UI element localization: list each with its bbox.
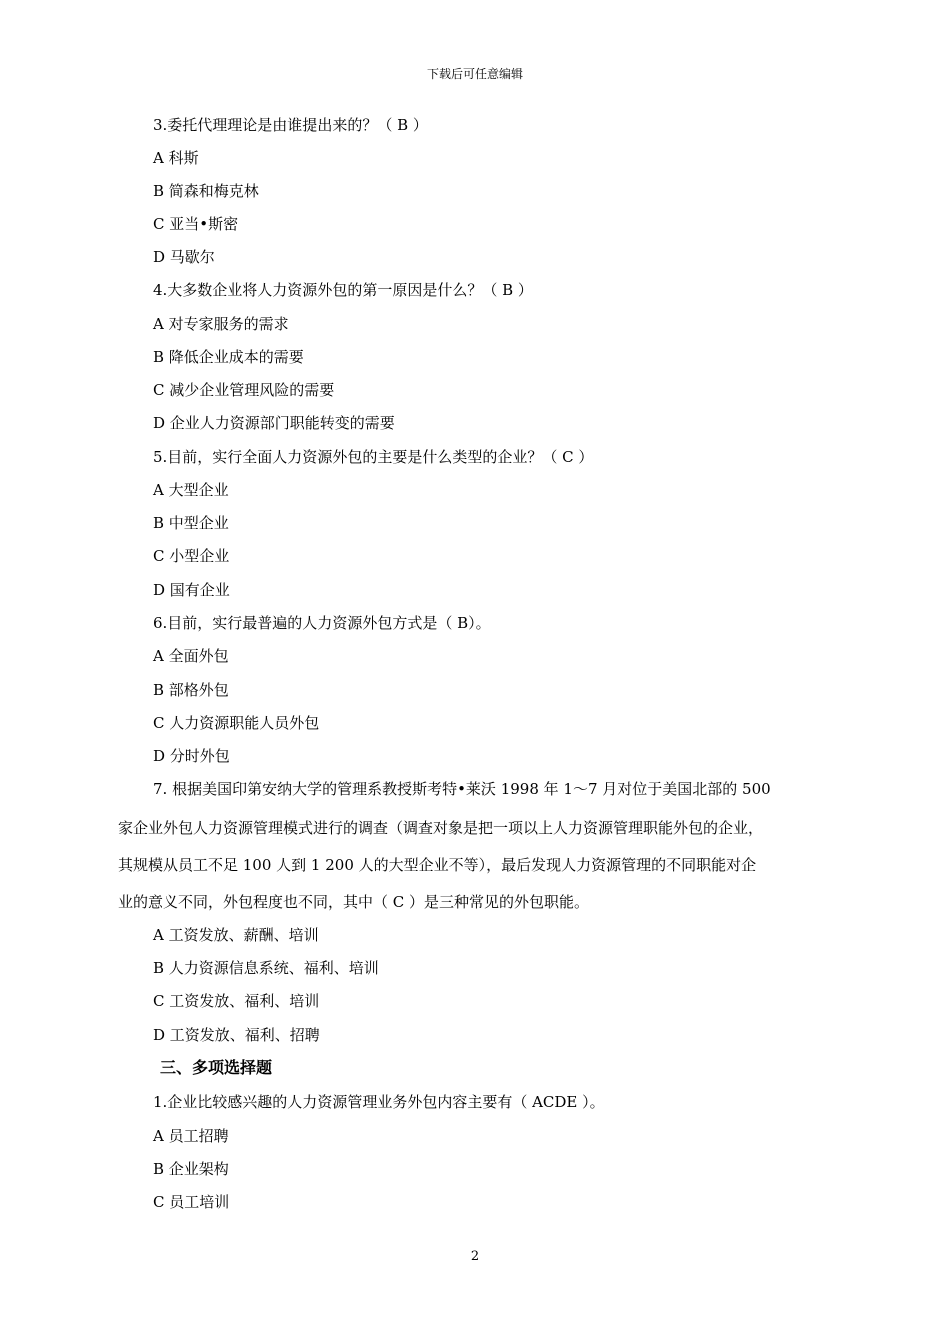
question-3: 3.委托代理理论是由谁提出来的？（ B ） (153, 116, 428, 134)
q4-option-a: A 对专家服务的需求 (153, 315, 289, 333)
q4-option-d: D 企业人力资源部门职能转变的需要 (153, 414, 395, 432)
q7-option-a: A 工资发放、薪酬、培训 (153, 926, 319, 944)
m1-option-c: C 员工培训 (153, 1193, 230, 1211)
q3-option-a: A 科斯 (153, 149, 199, 167)
q5-option-b: B 中型企业 (153, 514, 229, 532)
q6-option-b: B 部格外包 (153, 681, 229, 699)
q7-option-c: C 工资发放、福利、培训 (153, 992, 320, 1010)
page-header: 下载后可任意编辑 (426, 67, 523, 81)
question-6: 6.目前，实行最普遍的人力资源外包方式是（ B）。 (153, 614, 491, 632)
question-5: 5.目前，实行全面人力资源外包的主要是什么类型的企业？（ C ） (153, 448, 594, 466)
q4-option-c: C 减少企业管理风险的需要 (153, 381, 335, 399)
question-7-line-2: 家企业外包人力资源管理模式进行的调查（调查对象是把一项以上人力资源管理职能外包的企业， (118, 819, 764, 837)
multi-question-1: 1.企业比较感兴趣的人力资源管理业务外包内容主要有（ ACDE ）。 (153, 1093, 605, 1111)
q6-option-d: D 分时外包 (153, 747, 230, 765)
question-7-line-4: 业的意义不同，外包程度也不同，其中（ C ）是三种常见的外包职能。 (118, 893, 590, 911)
q5-option-d: D 国有企业 (153, 581, 230, 599)
q6-option-a: A 全面外包 (153, 647, 229, 665)
section-heading-multiple-choice: 三、多项选择题 (160, 1058, 273, 1077)
q5-option-a: A 大型企业 (153, 481, 229, 499)
q3-option-c: C 亚当•斯密 (153, 215, 239, 233)
q4-option-b: B 降低企业成本的需要 (153, 348, 304, 366)
q6-option-c: C 人力资源职能人员外包 (153, 714, 320, 732)
q7-option-b: B 人力资源信息系统、福利、培训 (153, 959, 379, 977)
q3-option-b: B 简森和梅克林 (153, 182, 259, 200)
question-7-line-1: 7. 根据美国印第安纳大学的管理系教授斯考特•莱沃 1998 年 1～7 月对位于美国北部的 500 (153, 780, 771, 798)
question-4: 4.大多数企业将人力资源外包的第一原因是什么？（ B ） (153, 281, 533, 299)
q7-option-d: D 工资发放、福利、招聘 (153, 1026, 320, 1044)
m1-option-b: B 企业架构 (153, 1160, 229, 1178)
q5-option-c: C 小型企业 (153, 547, 230, 565)
question-7-line-3: 其规模从员工不足 100 人到 1 200 人的大型企业不等），最后发现人力资源管理的不同职能对企 (118, 856, 757, 874)
q3-option-d: D 马歇尔 (153, 248, 215, 266)
m1-option-a: A 员工招聘 (153, 1127, 229, 1145)
page-number: 2 (470, 1249, 480, 1264)
